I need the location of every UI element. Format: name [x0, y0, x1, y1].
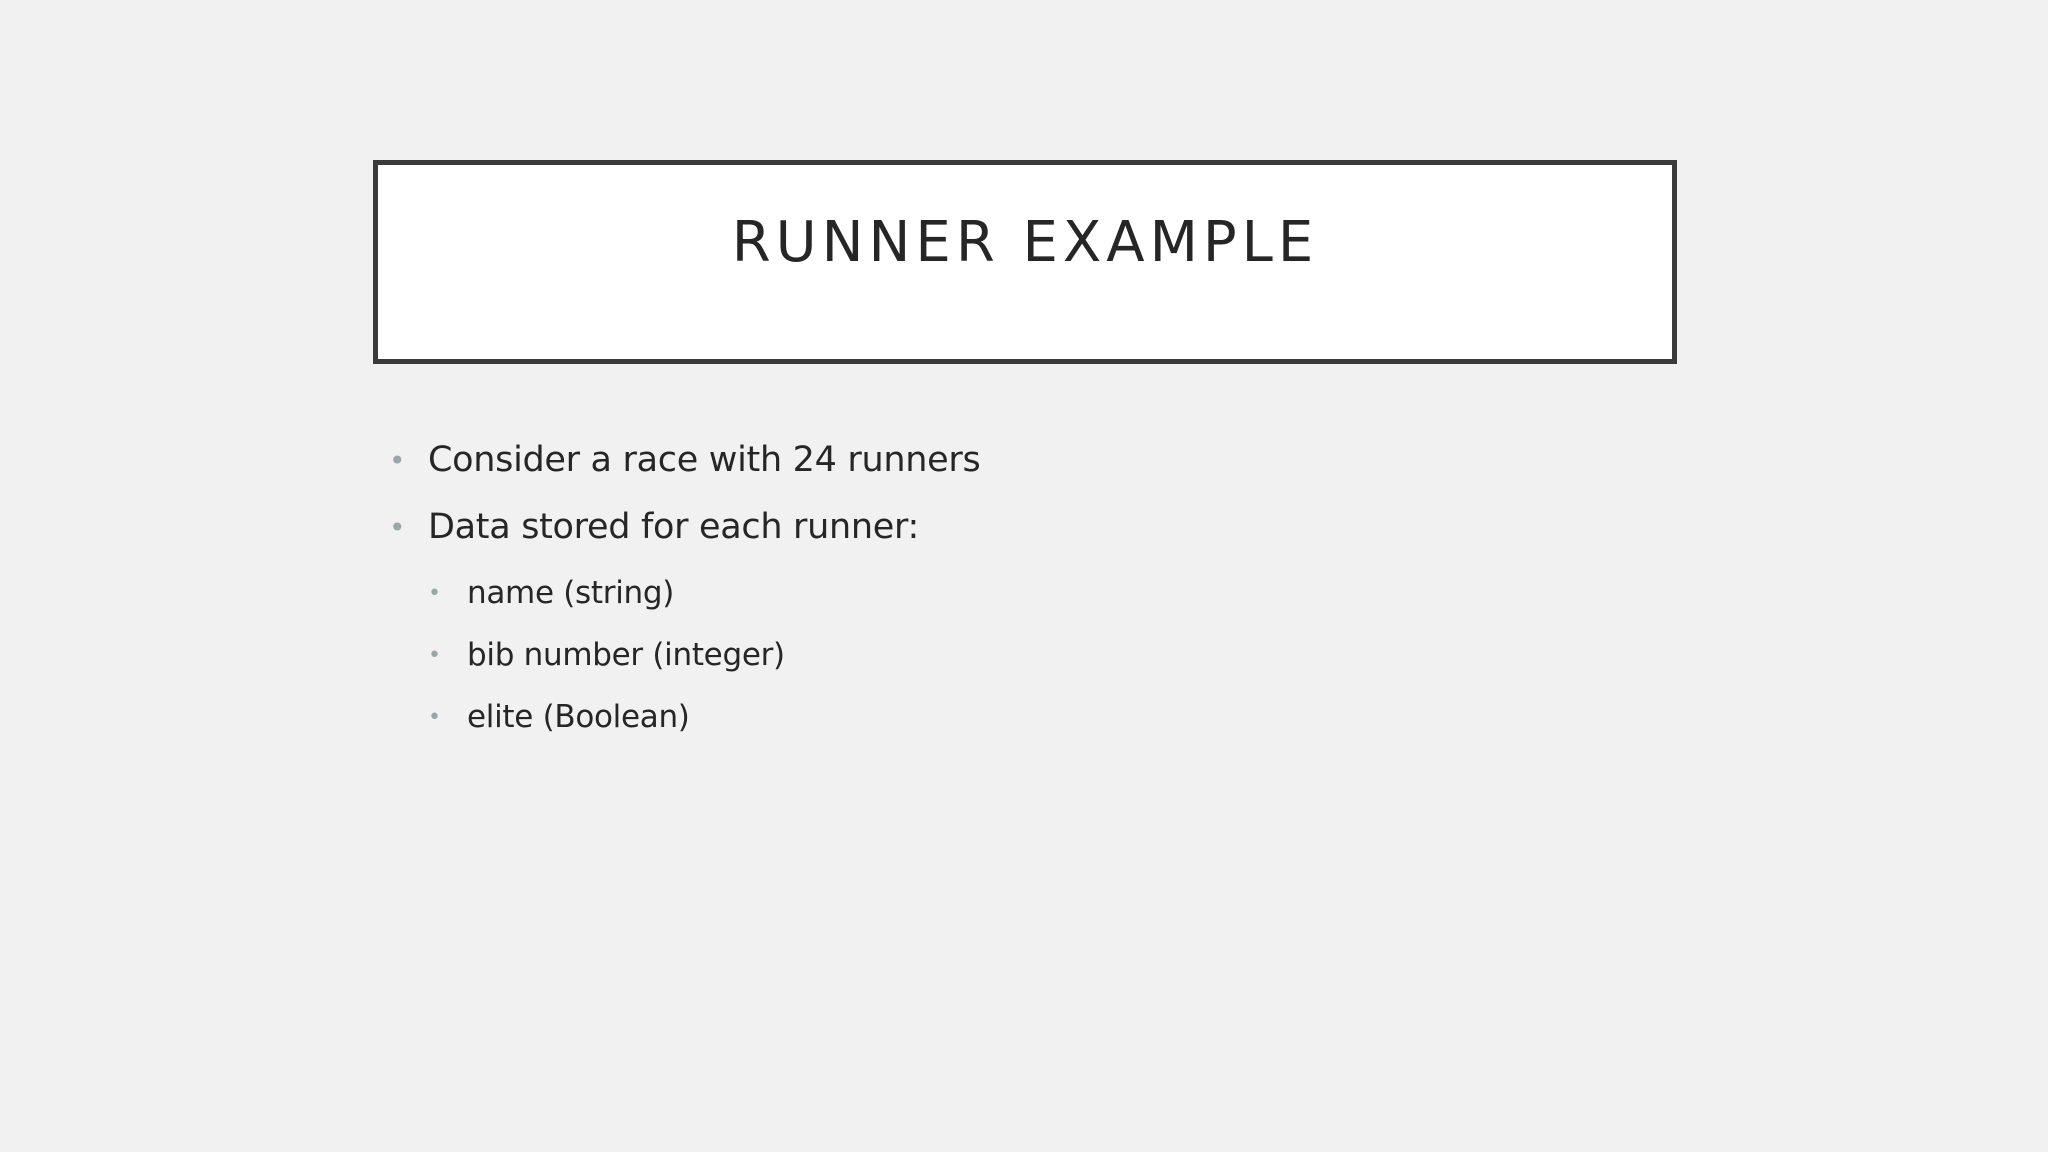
- bullet-item: [389, 507, 919, 547]
- sub-bullet-item: [428, 699, 690, 735]
- bullet-text: Consider a race with 24 runners: [428, 440, 981, 480]
- sub-bullet-item: [428, 637, 785, 673]
- sub-bullet-text: bib number (integer): [467, 637, 785, 673]
- bullet-item: [389, 440, 980, 480]
- bullet-icon: •: [428, 642, 441, 668]
- sub-bullet-text: elite (Boolean): [467, 699, 690, 735]
- bullet-icon: •: [428, 704, 441, 730]
- bullet-icon: •: [389, 443, 406, 477]
- sub-bullet-item: [428, 575, 674, 611]
- sub-bullet-text: name (string): [467, 575, 675, 611]
- bullet-icon: •: [428, 580, 441, 606]
- bullet-text: Data stored for each runner:: [428, 507, 919, 547]
- slide-title: RUNNER EXAMPLE: [731, 210, 1319, 275]
- bullet-icon: •: [389, 510, 406, 544]
